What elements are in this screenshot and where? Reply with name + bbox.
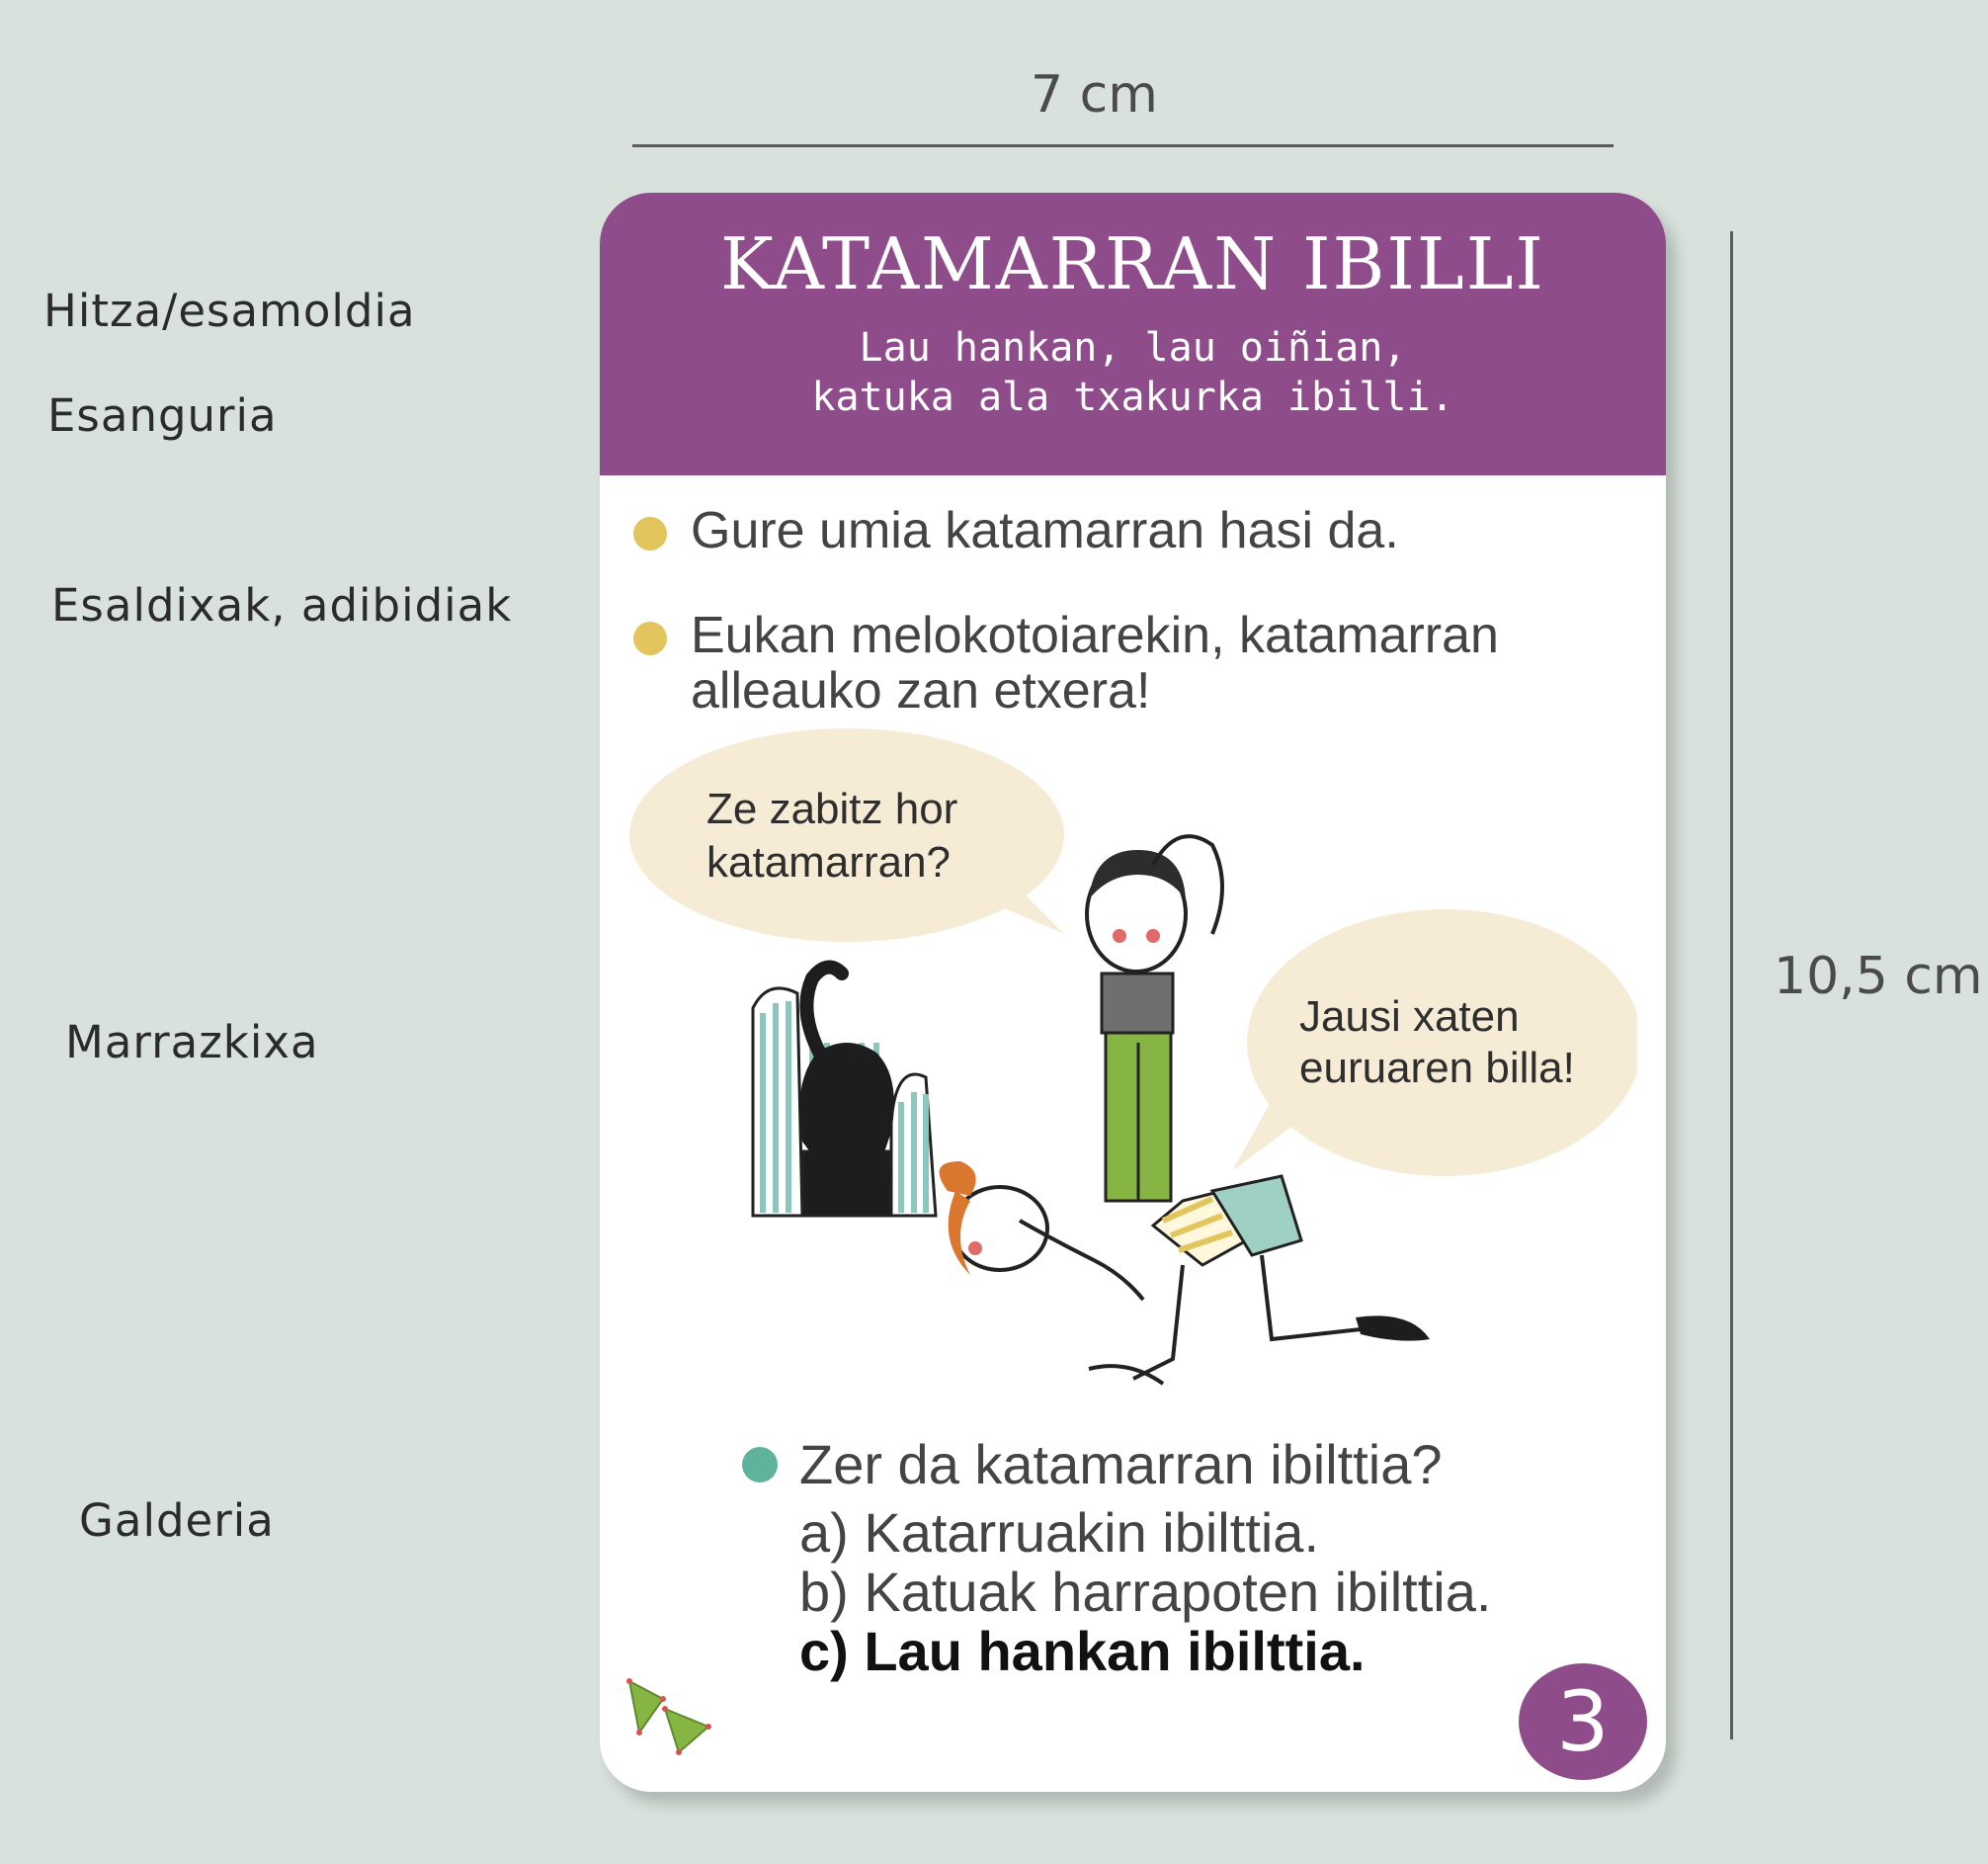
answer-b: b) Katuak harrapoten ibilttia. [799, 1561, 1492, 1623]
label-examples: Esaldixak, adibidiak [51, 579, 513, 632]
speech-bubble-right [1232, 909, 1637, 1176]
speech-bubble-left [629, 728, 1064, 942]
meaning-line: katuka ala txakurka ibilli. [811, 375, 1454, 420]
label-meaning: Esanguria [47, 389, 278, 442]
question-line [742, 1434, 1491, 1495]
bubble-left-line: katamarran? [706, 838, 952, 887]
example-text: Gure umia katamarran hasi da. [691, 502, 1399, 559]
meaning-line: Lau hankan, lau oiñian, [859, 325, 1407, 371]
expression-card [600, 193, 1666, 1792]
label-question: Galderia [79, 1494, 275, 1547]
width-dimension-label: 7 cm [1031, 65, 1158, 125]
height-dimension-label: 10,5 cm [1774, 947, 1983, 1006]
cat-drawing [799, 968, 894, 1185]
standing-girl-drawing [1087, 836, 1222, 1201]
label-word: Hitza/esamoldia [43, 285, 416, 337]
question-block [742, 1434, 1491, 1681]
card-title: KATAMARRAN IBILLI [720, 222, 1545, 305]
bubble-right-line: euruaren billa! [1299, 1044, 1575, 1092]
card-meaning [600, 323, 1666, 422]
label-drawing: Marrazkixa [65, 1016, 319, 1068]
floor-boy-drawing [940, 1161, 1430, 1384]
bullet-icon [633, 517, 667, 551]
pine-branch-icon [621, 1675, 720, 1756]
example-sentence [633, 608, 1600, 719]
answer-a: a) Katarruakin ibilttia. [799, 1501, 1320, 1564]
example-sentence [633, 503, 1600, 558]
bubble-right-line: Jausi xaten [1299, 992, 1520, 1041]
card-number-badge: 3 [1519, 1663, 1647, 1780]
question-text: Zer da katamarran ibilttia? [799, 1433, 1443, 1495]
bubble-left-line: Ze zabitz hor [706, 785, 958, 833]
bullet-icon [633, 622, 667, 655]
answer-list [799, 1503, 1491, 1681]
bullet-icon [742, 1447, 778, 1483]
card-header [600, 193, 1666, 475]
width-dimension-line [632, 144, 1614, 147]
height-dimension-line [1730, 231, 1733, 1739]
example-text: Eukan melokotoiarekin, katamarran alleauko zan etxera! [691, 607, 1499, 720]
answer-c: c) Lau hankan ibilttia. [799, 1620, 1366, 1682]
